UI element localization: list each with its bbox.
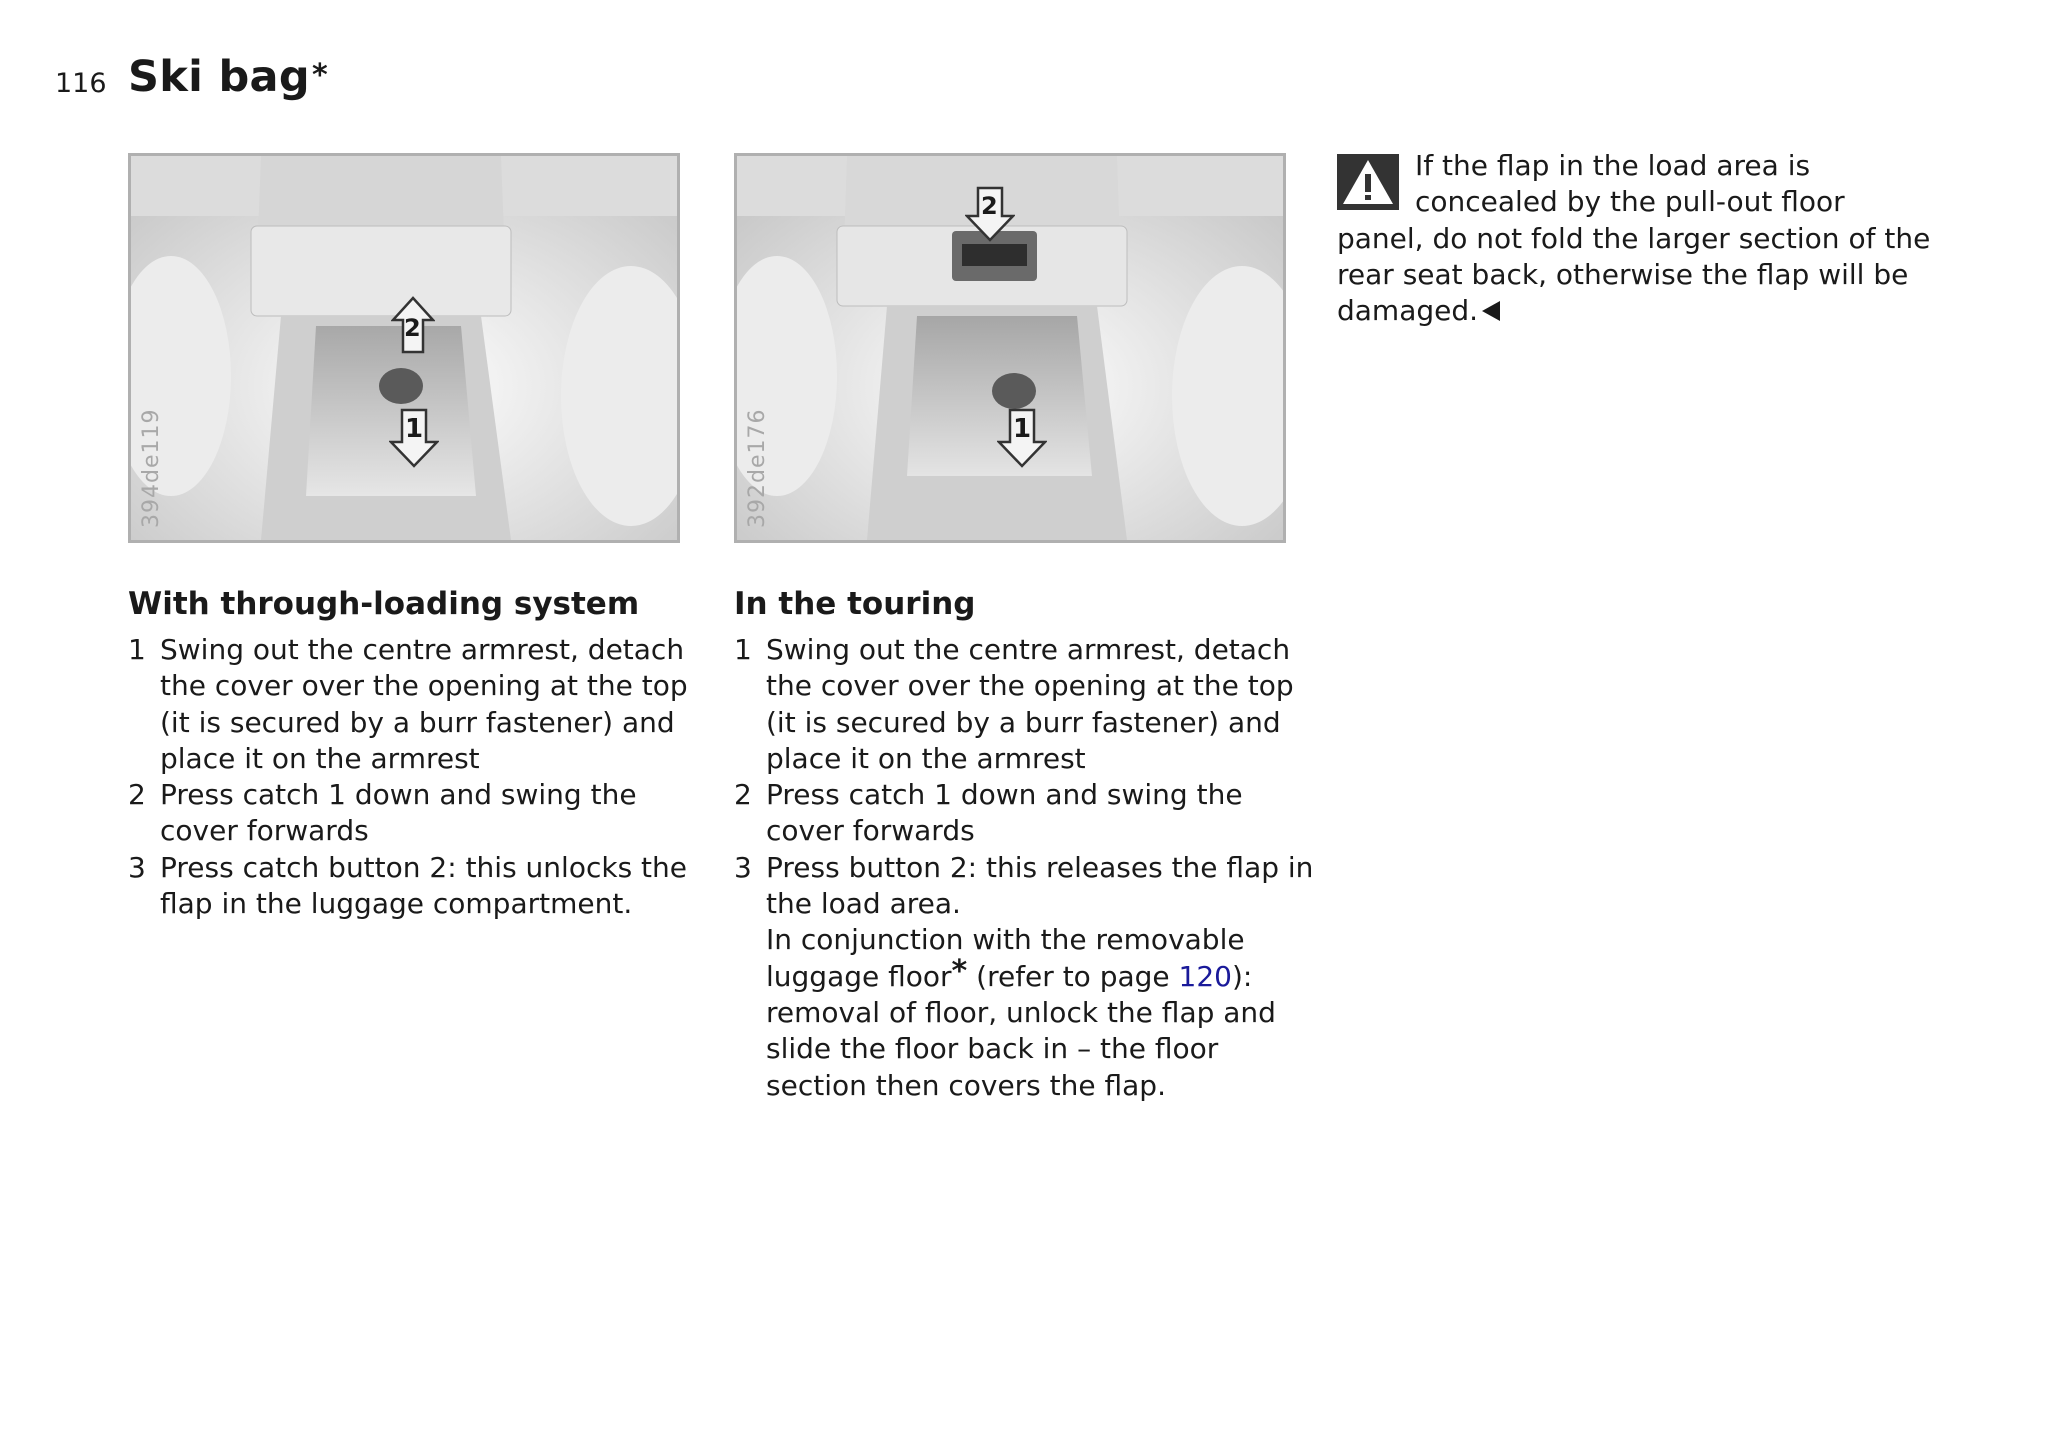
- figure-through-loading: [128, 153, 680, 543]
- steps-list: [128, 632, 718, 922]
- end-marker-icon: [1482, 301, 1500, 321]
- step-text: Press catch 1 down and swing the cover forwards: [160, 778, 637, 848]
- step-text: Swing out the centre armrest, detach the cover over the opening at the top (it is secured by a burr fastener) and place it on the armrest: [160, 633, 688, 775]
- step-number: 3: [128, 850, 146, 884]
- steps-list: [734, 632, 1324, 1104]
- asterisk: *: [951, 953, 968, 989]
- section-heading: With through-loading system: [128, 586, 640, 622]
- page-title: [128, 52, 328, 102]
- step-text: Press catch 1 down and swing the cover forwards: [766, 778, 1243, 848]
- note-text: [766, 923, 1276, 1101]
- step-text: Press button 2: this releases the flap in the load area.: [766, 850, 1314, 921]
- step-text: Press catch button 2: this unlocks the flap in the luggage compartment.: [160, 850, 688, 921]
- step-number: 3: [734, 850, 752, 884]
- arrow-down-icon: [965, 186, 1015, 242]
- list-item: [128, 850, 718, 923]
- marker-1: 1: [1013, 414, 1032, 444]
- page-number: 116: [55, 68, 107, 99]
- step-text: Swing out the centre armrest, detach the cover over the opening at the top (it is secured by a burr fastener) and place it on the armrest: [766, 633, 1294, 775]
- step-number: 2: [734, 778, 752, 812]
- title-asterisk: *: [311, 58, 328, 93]
- list-item: [734, 850, 1324, 1104]
- arrow-down-icon: [997, 408, 1047, 468]
- figure-touring: [734, 153, 1286, 543]
- marker-1: 1: [405, 414, 424, 444]
- figure-code: 394de119: [139, 408, 164, 528]
- page-title-text: Ski bag: [128, 52, 310, 102]
- page-reference-link[interactable]: 120: [1178, 959, 1232, 993]
- note-part: ): removal of floor, unlock the flap and slide the floor back in – the floor section then covers the flap.: [766, 959, 1276, 1102]
- step-number: 2: [128, 778, 146, 812]
- marker-2: 2: [404, 314, 421, 342]
- step-number: 1: [128, 633, 146, 666]
- arrow-down-icon: [389, 408, 439, 468]
- step-number: 1: [734, 633, 752, 666]
- arrow-up-icon: [391, 296, 435, 354]
- list-item: [734, 632, 1324, 777]
- section-through-loading: [128, 586, 718, 922]
- warning-text: If the flap in the load area is concealed by the pull-out floor panel, do not fold the larger section of the rear seat back, otherwise the flap will be damaged.: [1337, 149, 1931, 328]
- figure-code: 392de176: [745, 408, 770, 528]
- warning-triangle-icon: [1337, 154, 1399, 210]
- note-part: In conjunction with the removable luggage floor: [766, 923, 1245, 993]
- section-touring: [734, 586, 1324, 1104]
- list-item: [128, 632, 718, 777]
- section-heading: In the touring: [734, 586, 976, 622]
- list-item: [128, 777, 718, 850]
- note-part: (refer to page: [967, 959, 1179, 993]
- marker-2: 2: [981, 192, 998, 220]
- warning-note: [1337, 148, 1937, 329]
- list-item: [734, 777, 1324, 850]
